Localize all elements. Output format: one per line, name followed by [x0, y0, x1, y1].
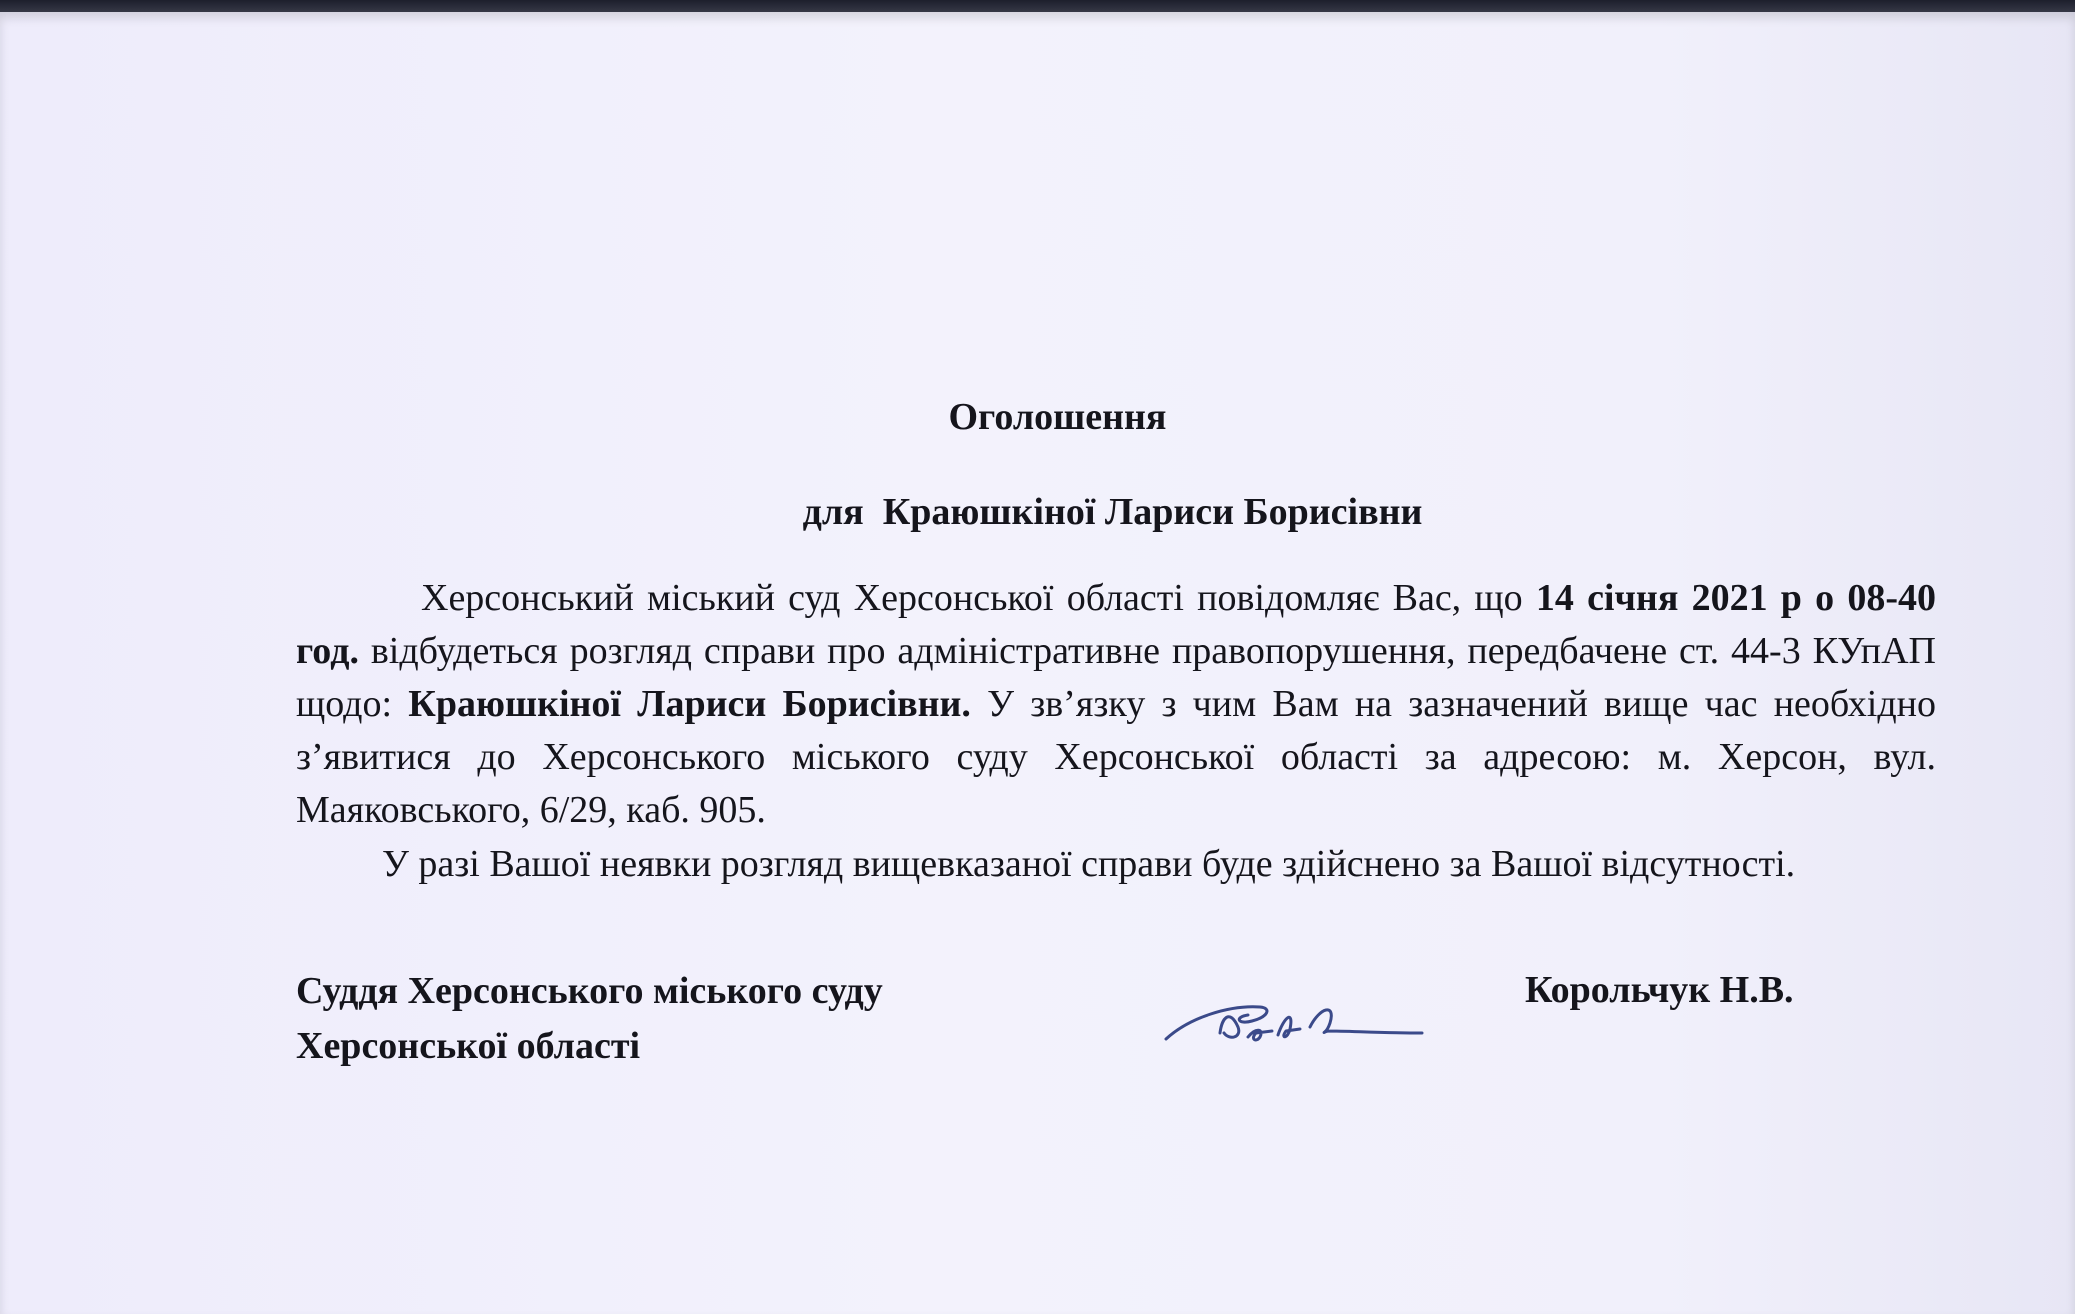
signatory-position-line2: Херсонської області: [296, 1025, 641, 1067]
notice-text-part2: відбудеться розгляд справи про адміністративне правопорушення, передбачене ст. 44-3 КУпАП щодо:: [296, 630, 1936, 725]
signatory-position: [296, 964, 883, 1074]
notice-text-part1: Херсонський міський суд Херсонської області повідомляє Вас, що: [421, 577, 1536, 619]
document-addressee: для Краюшкіної Лариси Борисівни: [802, 491, 1423, 533]
handwritten-signature-icon: [1160, 987, 1435, 1067]
person-name: Краюшкіної Лариси Борисівни.: [408, 683, 971, 725]
notice-paragraph: [296, 572, 1936, 837]
notice-text-part3: У зв’язку з чим Вам на зазначений вище час необхідно з’явитися до Херсонського міського суду Херсонської області за адресою: м. Херсон, вул. Маяковського, 6/29, каб. 905.: [296, 683, 1937, 831]
signatory-name: Корольчук Н.В.: [1525, 969, 1794, 1011]
document-title: Оголошення: [948, 396, 1167, 438]
hearing-datetime: 14 січня 2021 р о 08-40 год.: [296, 577, 1936, 672]
document-body: [296, 572, 1936, 892]
absence-paragraph: У разі Вашої неявки розгляд вищевказаної справи буде здійснено за Вашої відсутності.: [382, 843, 1796, 885]
document-page: [0, 12, 2075, 1314]
signatory-position-line1: Суддя Херсонського міського суду: [296, 970, 883, 1012]
